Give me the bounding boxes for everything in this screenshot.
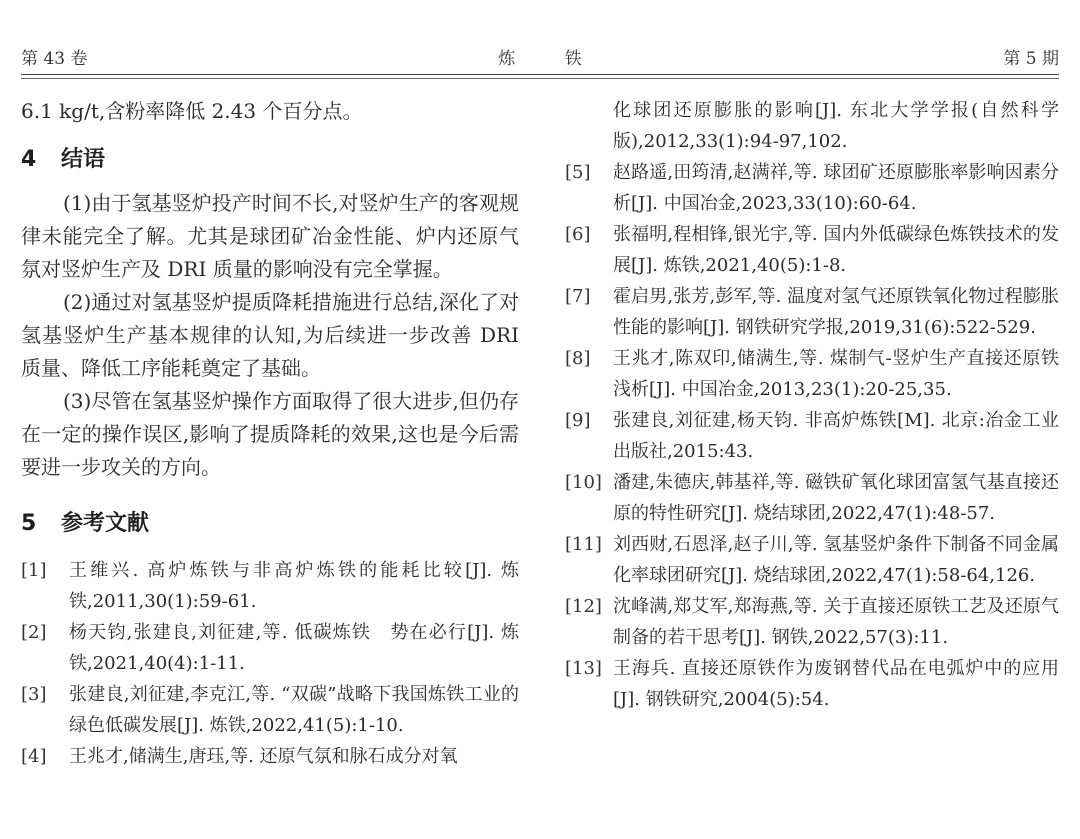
- header-rule-thin: [21, 78, 1059, 79]
- reference-text: 沈峰满,郑艾军,郑海燕,等. 关于直接还原铁工艺及还原气制备的若干思考[J]. 钢铁,2022,57(3):11.: [613, 596, 1059, 648]
- reference-item: [565, 157, 1059, 219]
- volume-label: 第 43 卷: [21, 49, 88, 69]
- reference-text: 霍启男,张芳,彭军,等. 温度对氢气还原铁氧化物过程膨胀性能的影响[J]. 钢铁研究学报,2019,31(6):522-529.: [613, 286, 1059, 338]
- continuation-text: 6.1 kg/t,含粉率降低 2.43 个百分点。: [21, 99, 363, 123]
- reference-text: 张建良,刘征建,李克江,等. “双碳”战略下我国炼铁工业的绿色低碳发展[J]. 炼铁,2022,41(5):1-10.: [69, 684, 519, 736]
- section-number: 5: [21, 511, 37, 536]
- reference-item: [565, 653, 1059, 715]
- header-rule-thick: [21, 74, 1059, 75]
- reference-item: [21, 617, 519, 679]
- reference-index: [8]: [565, 348, 591, 369]
- reference-index: [7]: [565, 286, 591, 307]
- reference-index: [1]: [21, 560, 47, 581]
- reference-index: [4]: [21, 746, 47, 767]
- reference-index: [10]: [565, 472, 602, 493]
- reference-index: [12]: [565, 596, 602, 617]
- reference-text: 王兆才,陈双印,储满生,等. 煤制气-竖炉生产直接还原铁浅析[J]. 中国冶金,2013,23(1):20-25,35.: [613, 348, 1059, 400]
- reference-text: 刘西财,石恩泽,赵子川,等. 氢基竖炉条件下制备不同金属化率球团研究[J]. 烧结球团,2022,47(1):58-64,126.: [613, 534, 1059, 586]
- reference-item: [21, 555, 519, 617]
- reference-text: 王海兵. 直接还原铁作为废钢替代品在电弧炉中的应用[J]. 钢铁研究,2004(5):54.: [613, 658, 1059, 710]
- reference-item: [565, 281, 1059, 343]
- section-title: 结语: [61, 147, 106, 172]
- reference-index: [13]: [565, 658, 602, 679]
- reference-text: 赵路遥,田筠清,赵满祥,等. 球团矿还原膨胀率影响因素分析[J]. 中国冶金,2023,33(10):60-64.: [613, 162, 1059, 214]
- section-title: 参考文献: [61, 511, 150, 536]
- section-heading-conclusion: [21, 142, 519, 173]
- reference-text: 杨天钧,张建良,刘征建,等. 低碳炼铁 势在必行[J]. 炼铁,2021,40(4):1-11.: [69, 622, 519, 674]
- reference-item: [565, 343, 1059, 405]
- issue-label: 第 5 期: [1003, 49, 1059, 69]
- running-header: [21, 44, 1059, 72]
- left-column: [21, 95, 519, 772]
- reference-text-part2: 化球团还原膨胀的影响[J]. 东北大学学报(自然科学版),2012,33(1):94-97,102.: [613, 100, 1059, 152]
- right-column: [565, 95, 1059, 715]
- reference-text-part1: 王兆才,储满生,唐珏,等. 还原气氛和脉石成分对氧: [69, 746, 458, 767]
- reference-index: [11]: [565, 534, 602, 555]
- reference-index: [2]: [21, 622, 47, 643]
- reference-item: [565, 529, 1059, 591]
- reference-item-continued: [565, 95, 1059, 157]
- section-heading-references: [21, 506, 519, 537]
- reference-text: 潘建,朱德庆,韩基祥,等. 磁铁矿氧化球团富氢气基直接还原的特性研究[J]. 烧结球团,2022,47(1):48-57.: [613, 472, 1059, 524]
- reference-text: 王维兴. 高炉炼铁与非高炉炼铁的能耗比较[J]. 炼铁,2011,30(1):59-61.: [69, 560, 519, 612]
- reference-index: [6]: [565, 224, 591, 245]
- reference-index: [3]: [21, 684, 47, 705]
- reference-text: 张建良,刘征建,杨天钧. 非高炉炼铁[M]. 北京:冶金工业出版社,2015:43.: [613, 410, 1059, 462]
- journal-name: 炼 铁: [498, 49, 604, 69]
- reference-item: [21, 679, 519, 741]
- reference-item: [565, 591, 1059, 653]
- reference-index: [5]: [565, 162, 591, 183]
- reference-item: [565, 467, 1059, 529]
- reference-item: [565, 405, 1059, 467]
- conclusion-paragraph-3: (3)尽管在氢基竖炉操作方面取得了很大进步,但仍存在一定的操作误区,影响了提质降耗的效果,这也是今后需要进一步攻关的方向。: [21, 389, 519, 479]
- section-number: 4: [21, 147, 37, 172]
- reference-index: [9]: [565, 410, 591, 431]
- reference-item: [21, 741, 519, 772]
- conclusion-paragraph-2: (2)通过对氢基竖炉提质降耗措施进行总结,深化了对氢基竖炉生产基本规律的认知,为后续进一步改善 DRI 质量、降低工序能耗奠定了基础。: [21, 290, 519, 380]
- reference-item: [565, 219, 1059, 281]
- conclusion-paragraph-1: (1)由于氢基竖炉投产时间不长,对竖炉生产的客观规律未能完全了解。尤其是球团矿冶金性能、炉内还原气氛对竖炉生产及 DRI 质量的影响没有完全掌握。: [21, 191, 519, 281]
- reference-text: 张福明,程相锋,银光宇,等. 国内外低碳绿色炼铁技术的发展[J]. 炼铁,2021,40(5):1-8.: [613, 224, 1059, 276]
